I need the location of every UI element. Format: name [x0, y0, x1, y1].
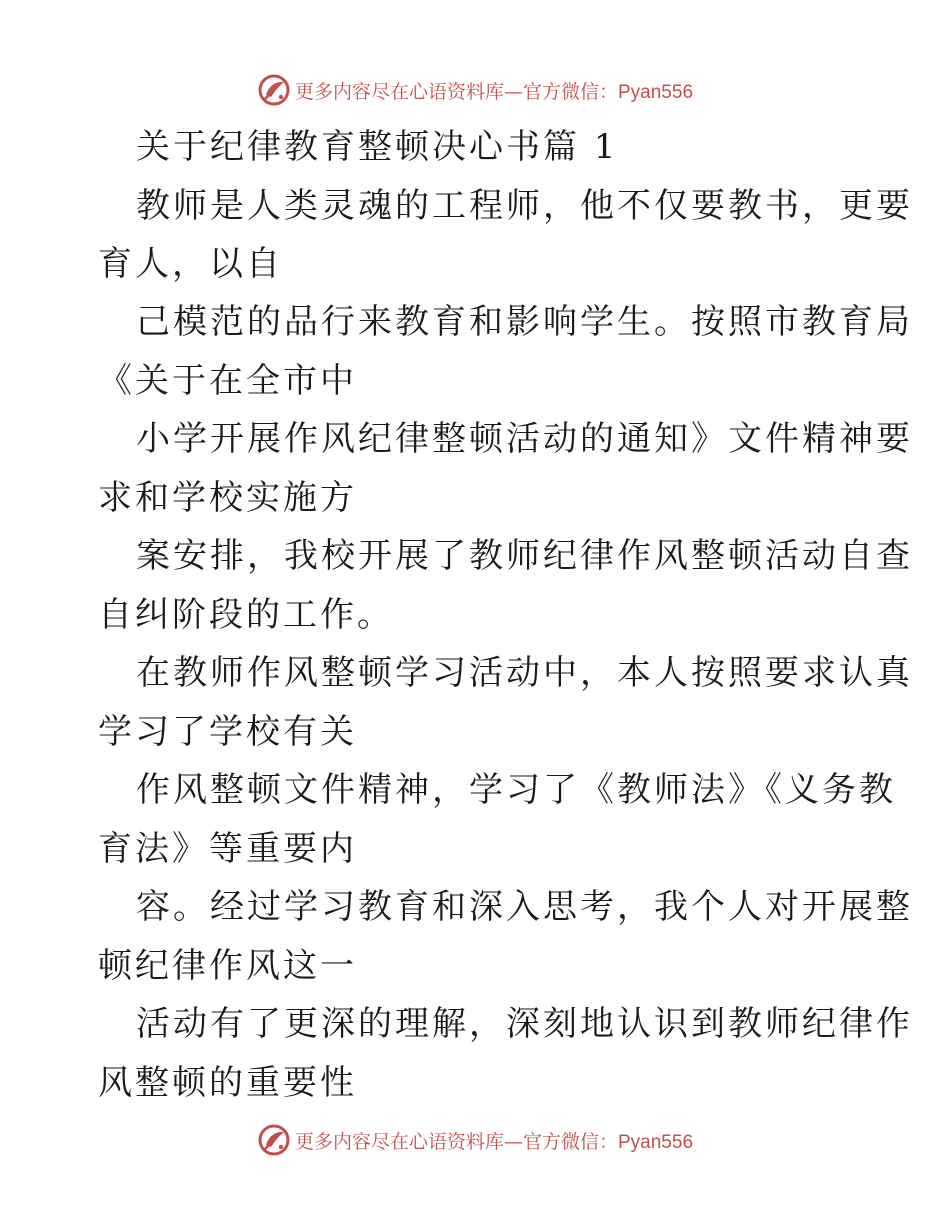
brand-logo-icon — [257, 73, 291, 107]
banner-wechat-id: Pyan556 — [618, 81, 694, 103]
document-title: 关于纪律教育整顿决心书篇 1 — [136, 127, 619, 167]
text-line: 育法》等重要内 — [98, 829, 357, 869]
banner-wechat-id: Pyan556 — [618, 1131, 694, 1153]
text-line: 自纠阶段的工作。 — [98, 595, 394, 635]
text-line: 求和学校实施方 — [98, 478, 357, 518]
text-line: 在教师作风整顿学习活动中，本人按照要求认真 — [136, 653, 913, 693]
text-line: 作风整顿文件精神，学习了《教师法》《义务教 — [136, 770, 896, 810]
text-line: 顿纪律作风这一 — [98, 946, 357, 986]
text-line: 育人，以自 — [98, 244, 283, 284]
banner-text — [295, 1127, 693, 1154]
text-line: 《关于在全市中 — [98, 361, 357, 401]
text-line: 容。经过学习教育和深入思考，我个人对开展整 — [136, 887, 913, 927]
text-line: 教师是人类灵魂的工程师，他不仅要教书，更要 — [136, 186, 913, 226]
footer-banner — [0, 1120, 950, 1160]
text-line: 学习了学校有关 — [98, 712, 357, 752]
text-line: 活动有了更深的理解，深刻地认识到教师纪律作 — [136, 1004, 913, 1044]
brand-logo-icon — [257, 1123, 291, 1157]
text-line: 小学开展作风纪律整顿活动的通知》文件精神要 — [136, 419, 913, 459]
banner-text — [295, 77, 693, 104]
header-banner — [0, 70, 950, 110]
text-line: 案安排，我校开展了教师纪律作风整顿活动自查 — [136, 536, 913, 576]
text-line: 己模范的品行来教育和影响学生。按照市教育局 — [136, 302, 913, 342]
text-line: 风整顿的重要性 — [98, 1063, 357, 1103]
banner-slogan: 更多内容尽在心语资料库—官方微信： — [294, 80, 618, 103]
banner-slogan: 更多内容尽在心语资料库—官方微信： — [294, 1130, 618, 1153]
